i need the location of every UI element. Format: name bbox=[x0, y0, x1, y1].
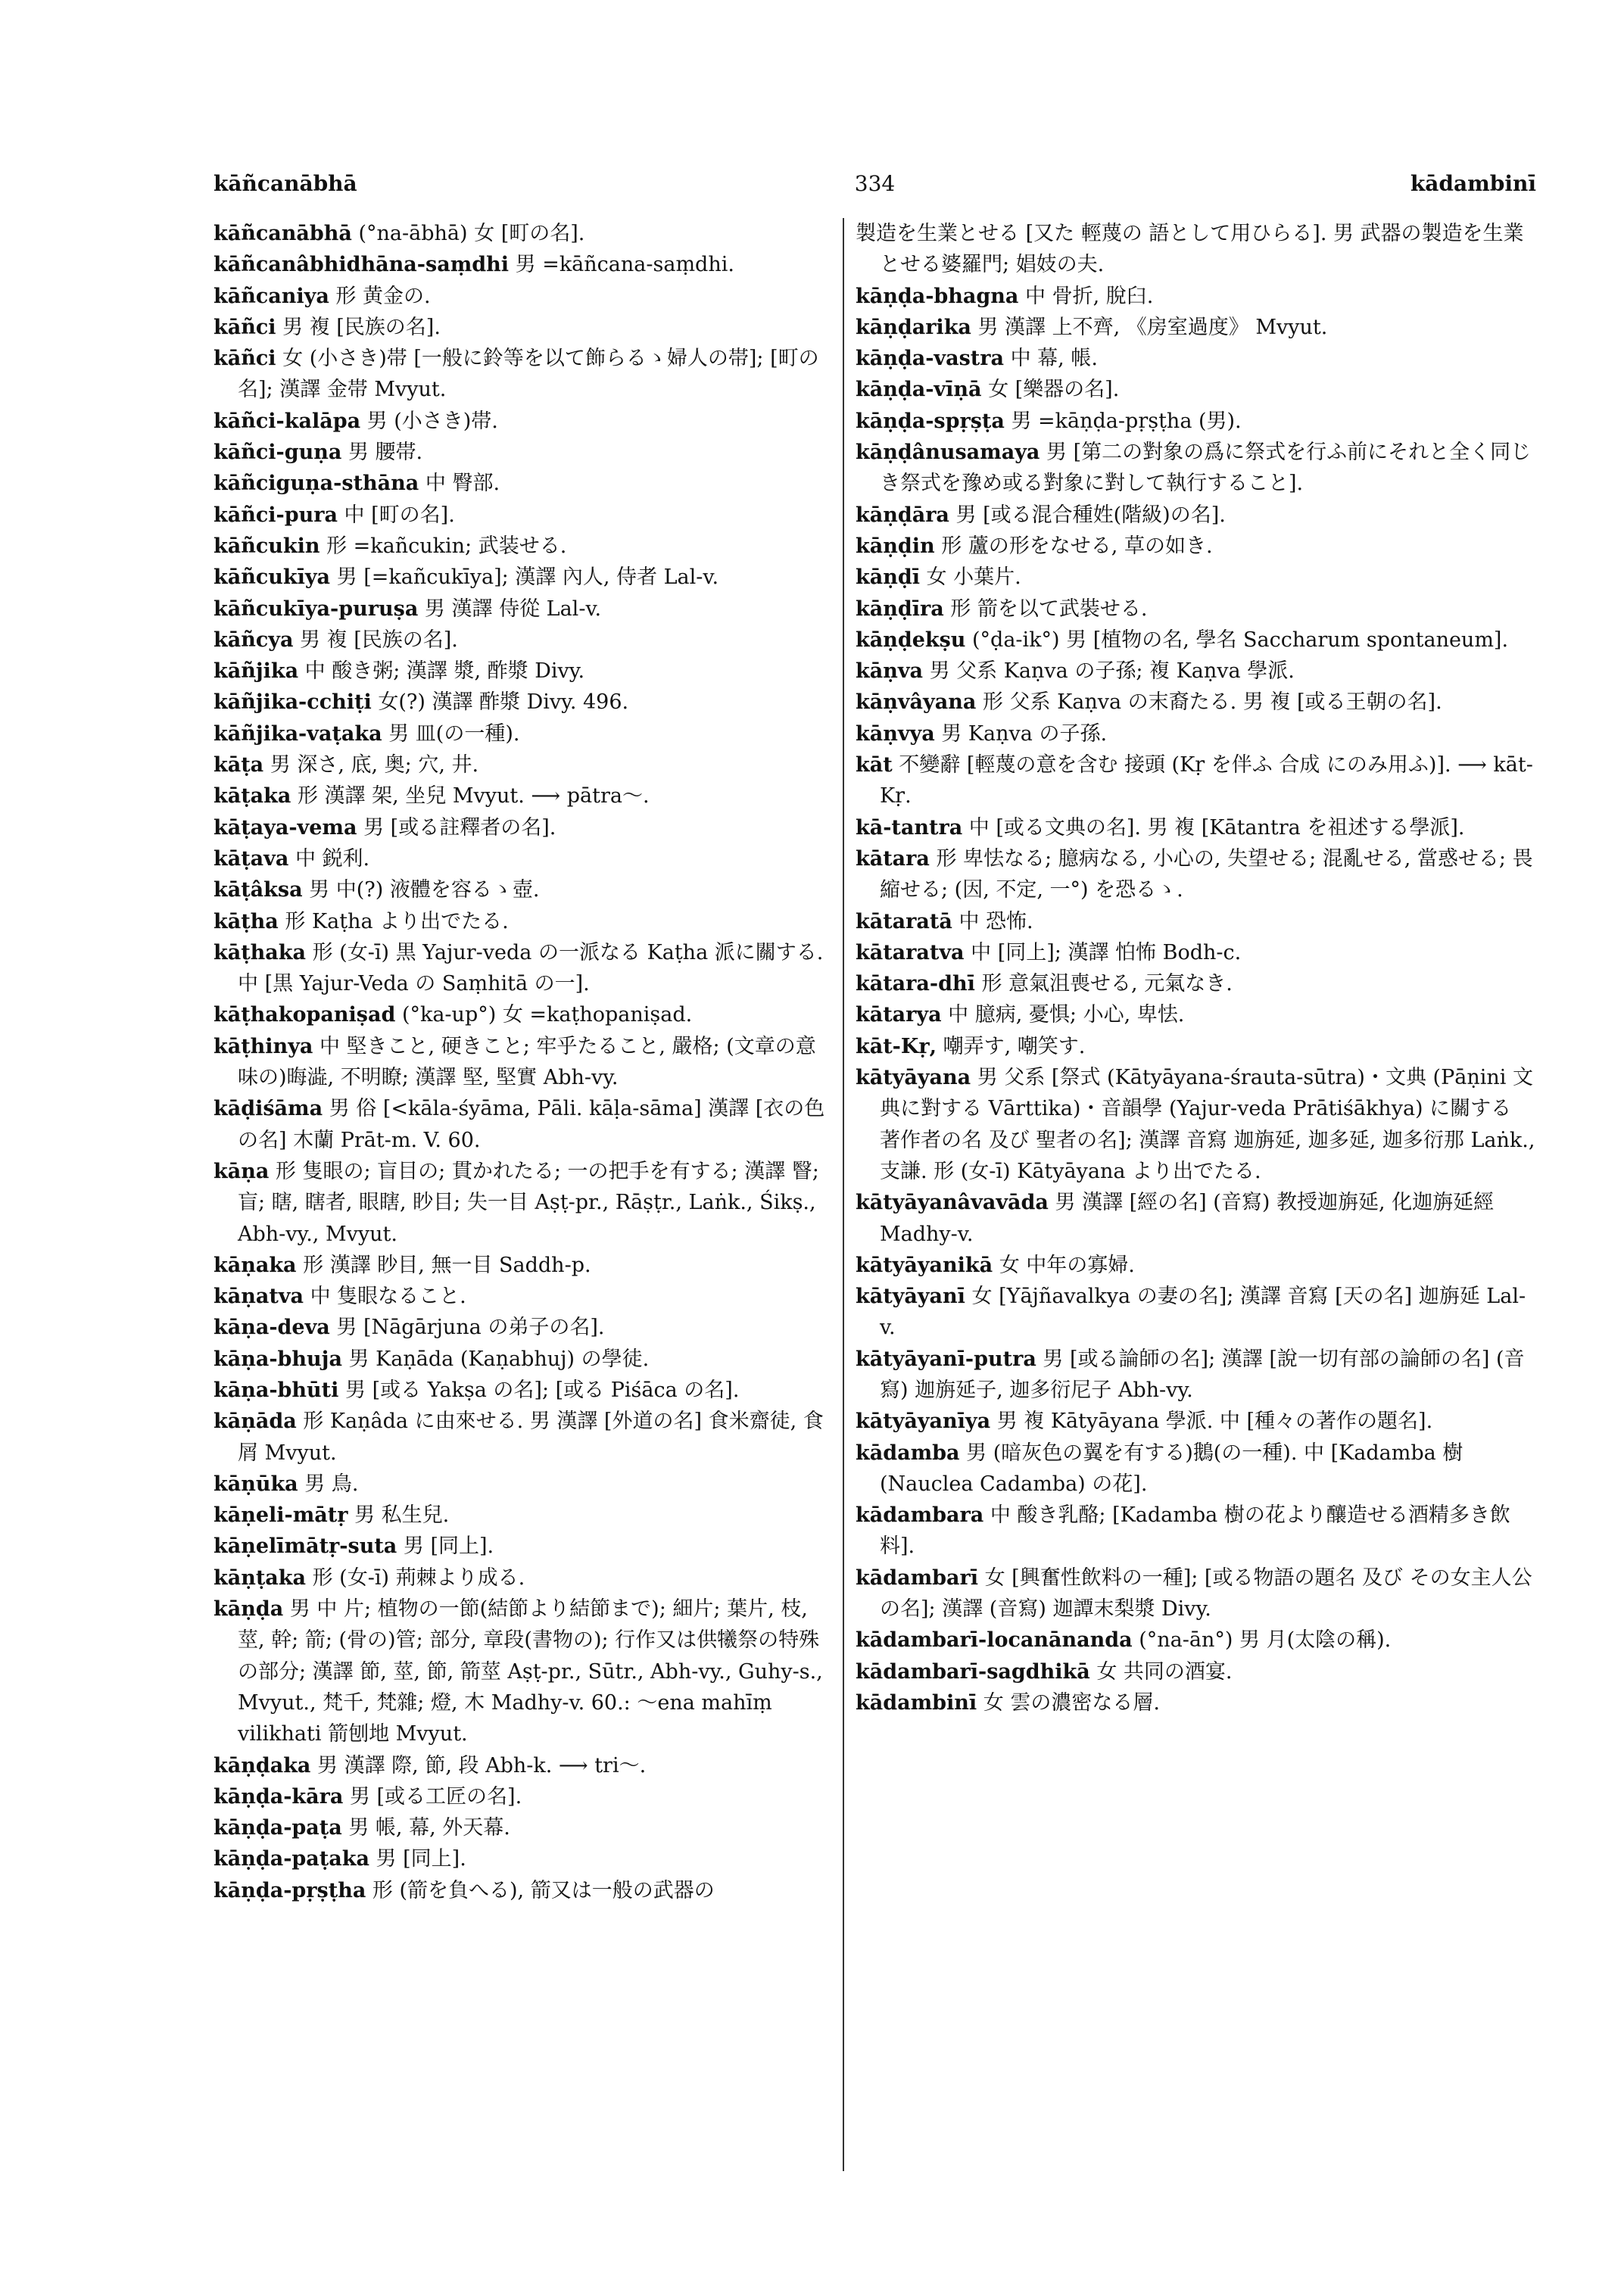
entry-definition: 男 腰帯. bbox=[341, 441, 423, 465]
entry-headword: kātyāyanikā bbox=[856, 1253, 993, 1277]
entry-headword: kāṭa bbox=[214, 753, 264, 777]
entry-definition: 男 (暗灰色の翼を有する)鵝(の一種). 中 [Kadamba 樹 (Nauclea Cadamba) の花]. bbox=[880, 1441, 1463, 1496]
entry-definition: 中 堅きこと, 硬きこと; 牢乎たること, 嚴格; (文章の意味の)晦澁, 不明瞭; 漢譯 堅, 堅實 Abh-vy. bbox=[238, 1034, 816, 1090]
entry-headword: kā-tantra bbox=[856, 815, 963, 840]
page-header bbox=[214, 171, 1536, 201]
column-divider bbox=[843, 218, 844, 2171]
dictionary-entry bbox=[214, 906, 834, 937]
dictionary-entry bbox=[214, 1281, 834, 1312]
entry-definition: 形 蘆の形をなせる, 草の如き. bbox=[934, 534, 1213, 558]
dictionary-entry bbox=[214, 843, 834, 874]
entry-definition: 女 [樂器の名]. bbox=[981, 378, 1120, 402]
entry-definition: 男 鳥. bbox=[298, 1472, 359, 1496]
entry-definition: 中 隻眼なること. bbox=[303, 1285, 466, 1309]
dictionary-entry bbox=[856, 281, 1537, 312]
dictionary-entry bbox=[856, 437, 1537, 500]
dictionary-entry bbox=[856, 843, 1537, 906]
dictionary-entry bbox=[214, 1594, 834, 1749]
entry-headword: kāñcukīya bbox=[214, 565, 331, 590]
dictionary-entry bbox=[214, 1312, 834, 1343]
entry-headword: kāṇḍāra bbox=[856, 503, 949, 527]
entry-definition: 形 箭を以て武裝せる. bbox=[943, 597, 1148, 621]
entry-definition: (°ḍa-ik°) 男 [植物の名, 學名 Saccharum spontaneum]. bbox=[965, 628, 1509, 652]
entry-headword: kāṭhakopaniṣad bbox=[214, 1003, 396, 1027]
dictionary-entry bbox=[214, 281, 834, 312]
entry-definition: 男 漢譯 [經の名] (音寫) 教授迦旃延, 化迦旃延經 Madhy-v. bbox=[880, 1191, 1495, 1246]
entry-headword: kāñci bbox=[214, 347, 276, 371]
entry-definition: 女 共同の酒宴. bbox=[1089, 1659, 1233, 1684]
entry-definition: 男 [或る註釋者の名]. bbox=[357, 815, 556, 840]
entry-headword: kāṇaka bbox=[214, 1253, 297, 1277]
dictionary-entry bbox=[214, 1500, 834, 1531]
entry-headword: kāṇḍa-paṭaka bbox=[214, 1847, 369, 1871]
entry-headword: kāñcaniya bbox=[214, 284, 329, 308]
entry-headword: kātarya bbox=[856, 1003, 942, 1027]
entry-definition: 中 臀部. bbox=[419, 472, 500, 496]
entry-definition: 形 意氣沮喪せる, 元氣なき. bbox=[974, 972, 1233, 996]
entry-definition: 男 中(?) 液體を容るゝ壺. bbox=[302, 878, 540, 902]
entry-headword: kādambara bbox=[856, 1503, 984, 1528]
entry-definition: 女 中年の寡婦. bbox=[993, 1253, 1135, 1277]
entry-headword: kāṇeli-mātṛ bbox=[214, 1503, 348, 1528]
dictionary-entry bbox=[214, 1843, 834, 1874]
entry-definition: 形 (女-ī) 黒 Yajur-veda の一派なる Kaṭha 派に關する. 中 [黒 Yajur-Veda の Saṃhitā の一]. bbox=[238, 940, 824, 996]
entry-definition: 男 [或る混合種姓(階級)の名]. bbox=[949, 503, 1226, 527]
entry-headword: kāñciguṇa-sthāna bbox=[214, 472, 419, 496]
entry-definition: 形 Kaṭha より出でたる. bbox=[278, 909, 509, 933]
entry-headword: kāṭava bbox=[214, 846, 289, 871]
dictionary-entry bbox=[856, 374, 1537, 405]
entry-headword: kāt-Kṛ, bbox=[856, 1034, 937, 1058]
entry-definition: 形 漢譯 架, 坐兒 Mvyut. ⟶ pātra〜. bbox=[291, 784, 650, 808]
entry-headword: kāṇḍa-kāra bbox=[214, 1784, 344, 1809]
entry-headword: kāṇḍarika bbox=[856, 315, 971, 339]
entry-headword: kātyāyanī bbox=[856, 1285, 965, 1309]
entry-headword: kāṭhaka bbox=[214, 940, 307, 964]
dictionary-entry bbox=[214, 1469, 834, 1500]
entry-headword: kāṇvya bbox=[856, 721, 935, 746]
right-column bbox=[856, 218, 1537, 1718]
entry-headword: kādambarī-sagdhikā bbox=[856, 1659, 1090, 1684]
dictionary-entry bbox=[856, 531, 1537, 562]
entry-definition: 男 俗 [<kāla-śyāma, Pāli. kāḷa-sāma] 漢譯 [衣の色の名] 木蘭 Prāt-m. V. 60. bbox=[238, 1097, 825, 1152]
entry-definition: 形 =kañcukin; 武装せる. bbox=[320, 534, 567, 558]
entry-definition: 不變辭 [輕蔑の意を含む 接頭 (Kṛ を伴ふ 合成 にのみ用ふ)]. ⟶ kāt-Kṛ. bbox=[880, 753, 1533, 808]
dictionary-entry bbox=[214, 1406, 834, 1469]
entry-definition: 女 (小さき)帯 [一般に鈴等を以て飾らるゝ婦人の帯]; [町の名]; 漢譯 金帯 Mvyut. bbox=[238, 347, 819, 402]
dictionary-entry bbox=[856, 906, 1537, 937]
entry-definition: 男 父系 Kaṇva の子孫; 複 Kaṇva 學派. bbox=[923, 659, 1295, 684]
dictionary-entry bbox=[214, 500, 834, 531]
entry-definition: 形 隻眼の; 盲目の; 貫かれたる; 一の把手を有する; 漢譯 瞖; 盲; 瞎, 瞎者, 眼瞎, 眇目; 失一目 Aṣṭ-pr., Rāṣṭr., Laṅk., Śikṣ., Abh-vy., Mvyut. bbox=[238, 1159, 819, 1246]
dictionary-entry bbox=[856, 1031, 1537, 1062]
entry-headword: kādambarī-locanānanda bbox=[856, 1628, 1133, 1653]
entry-headword: kāṇḍīra bbox=[856, 597, 944, 621]
entry-headword: kāṇḍa bbox=[214, 1597, 284, 1622]
entry-headword: kātaratva bbox=[856, 940, 965, 964]
entry-headword: kāṭhinya bbox=[214, 1034, 313, 1058]
entry-definition: 男 =kāṇḍa-pṛṣṭha (男). bbox=[1004, 409, 1242, 433]
entry-definition: 男 帳, 幕, 外天幕. bbox=[341, 1816, 510, 1840]
dictionary-entry bbox=[856, 718, 1537, 749]
dictionary-entry bbox=[856, 1656, 1537, 1687]
entry-headword: kāṇāda bbox=[214, 1410, 297, 1434]
entry-definition: 中 [或る文典の名]. 男 複 [Kātantra を祖述する學派]. bbox=[962, 815, 1465, 840]
entry-headword: kāṭha bbox=[214, 909, 279, 933]
entry-headword: kādamba bbox=[856, 1441, 960, 1465]
entry-definition: 製造を生業とせる [又た 輕蔑の 語として用ひらる]. 男 武器の製造を生業とせる婆羅門; 娼妓の夫. bbox=[856, 222, 1524, 277]
dictionary-entry bbox=[856, 1250, 1537, 1281]
dictionary-entry bbox=[856, 749, 1537, 812]
dictionary-entry bbox=[856, 1625, 1537, 1656]
entry-headword: kāṭaya-vema bbox=[214, 815, 357, 840]
entry-headword: kāṇa bbox=[214, 1159, 270, 1183]
entry-headword: kāṇḍin bbox=[856, 534, 935, 558]
entry-definition: 中 [町の名]. bbox=[337, 503, 455, 527]
entry-headword: kāṇva bbox=[856, 659, 924, 684]
entry-definition: 形 漢譯 眇目, 無一目 Saddh-p. bbox=[296, 1253, 591, 1277]
entry-definition: 形 卑怯なる; 臆病なる, 小心の, 失望せる; 混亂せる, 當惑せる; 畏縮せる; (因, 不定, 一°) を恐るゝ. bbox=[880, 846, 1533, 902]
entry-definition: (°na-ābhā) 女 [町の名]. bbox=[351, 222, 585, 245]
entry-definition: 男 漢譯 上不齊, 《房室過度》 Mvyut. bbox=[971, 315, 1328, 339]
entry-definition: 女(?) 漢譯 酢漿 Divy. 496. bbox=[371, 690, 629, 715]
entry-headword: kāñjika-vaṭaka bbox=[214, 721, 382, 746]
dictionary-entry bbox=[214, 343, 834, 406]
entry-headword: kāñcukin bbox=[214, 534, 320, 558]
dictionary-entry bbox=[856, 625, 1537, 656]
dictionary-entry bbox=[856, 1562, 1537, 1625]
entry-definition: 男 Kaṇāda (Kaṇabhuj) の學徒. bbox=[341, 1347, 650, 1371]
entry-headword: kāṇḍekṣu bbox=[856, 628, 966, 652]
entry-definition: 男 漢譯 侍從 Lal-v. bbox=[418, 597, 602, 621]
entry-definition: 形 Kaṇâda に由來せる. 男 漢譯 [外道の名] 食米齋徒, 食屑 Mvyut. bbox=[238, 1410, 824, 1465]
entry-headword: kātara bbox=[856, 846, 930, 871]
entry-headword: kāñcya bbox=[214, 628, 294, 652]
dictionary-entry bbox=[214, 406, 834, 437]
dictionary-entry bbox=[214, 1750, 834, 1781]
entry-headword: kāñci bbox=[214, 315, 276, 339]
dictionary-entry bbox=[214, 1812, 834, 1843]
entry-definition: 男 深さ, 底, 奥; 穴, 井. bbox=[263, 753, 479, 777]
dictionary-entry bbox=[214, 1875, 834, 1906]
dictionary-entry bbox=[214, 656, 834, 687]
dictionary-entry bbox=[214, 218, 834, 249]
dictionary-entry bbox=[214, 594, 834, 625]
entry-definition: 形 父系 Kaṇva の末裔たる. 男 複 [或る王朝の名]. bbox=[976, 690, 1442, 715]
entry-headword: kāṇvâyana bbox=[856, 690, 977, 715]
entry-definition: 中 鋭利. bbox=[288, 846, 370, 871]
entry-headword: kāṇa-deva bbox=[214, 1316, 330, 1340]
entry-definition: 男 =kāñcana-saṃdhi. bbox=[509, 253, 734, 277]
entry-headword: kātyāyanī-putra bbox=[856, 1347, 1036, 1371]
entry-headword: kātaratā bbox=[856, 909, 952, 933]
dictionary-entry bbox=[214, 1156, 834, 1250]
dictionary-entry bbox=[214, 718, 834, 749]
entry-definition: 男 複 Kātyāyana 學派. 中 [種々の著作の題名]. bbox=[990, 1410, 1433, 1434]
dictionary-entry bbox=[214, 562, 834, 593]
dictionary-entry bbox=[856, 562, 1537, 593]
dictionary-entry bbox=[856, 656, 1537, 687]
entry-definition: 男 [同上]. bbox=[397, 1534, 494, 1559]
entry-definition: 男 (小さき)帯. bbox=[360, 409, 498, 433]
entry-definition: 中 酸き乳酪; [Kadamba 樹の花より釀造せる酒精多き飲料]. bbox=[880, 1503, 1510, 1559]
entry-definition: (°na-ān°) 男 月(太陰の稱). bbox=[1132, 1628, 1392, 1653]
entry-definition: 女 [興奮性飲料の一種]; [或る物語の題名 及び その女主人公の名]; 漢譯 (音寫) 迦譚末梨漿 Divy. bbox=[880, 1566, 1532, 1622]
entry-definition: 中 幕, 帳. bbox=[1004, 347, 1098, 371]
entry-headword: kāṇḍa-spṛṣṭa bbox=[856, 409, 1005, 433]
entry-definition: 男 Kaṇva の子孫. bbox=[934, 721, 1108, 746]
entry-definition: 男 [或る Yakṣa の名]; [或る Piśāca の名]. bbox=[338, 1378, 740, 1402]
entry-definition: 男 [=kañcukīya]; 漢譯 內人, 侍者 Lal-v. bbox=[330, 565, 719, 590]
entry-headword: kātara-dhī bbox=[856, 972, 975, 996]
dictionary-entry bbox=[214, 1031, 834, 1094]
dictionary-entry bbox=[214, 1344, 834, 1375]
entry-headword: kādambarī bbox=[856, 1566, 978, 1590]
entry-headword: kāṇatva bbox=[214, 1285, 304, 1309]
dictionary-entry bbox=[214, 437, 834, 468]
dictionary-entry bbox=[214, 812, 834, 843]
entry-headword: kāṇūka bbox=[214, 1472, 298, 1496]
entry-headword: kātyāyana bbox=[856, 1066, 971, 1090]
dictionary-entry bbox=[214, 531, 834, 562]
entry-headword: kāṇa-bhuja bbox=[214, 1347, 342, 1371]
left-column bbox=[214, 218, 834, 1906]
dictionary-entry bbox=[856, 1062, 1537, 1187]
entry-headword: kāṇḍânusamaya bbox=[856, 441, 1040, 465]
entry-definition: 形 (箭を負へる), 箭又は一般の武器の bbox=[366, 1878, 715, 1902]
entry-headword: kāñcanābhā bbox=[214, 222, 352, 245]
dictionary-entry bbox=[214, 749, 834, 780]
header-right-guide-word: kādambinī bbox=[1410, 171, 1536, 196]
entry-headword: kāṇṭaka bbox=[214, 1566, 307, 1590]
entry-definition: 男 私生兒. bbox=[348, 1503, 450, 1528]
entry-headword: kāṇḍa-vīṇā bbox=[856, 378, 982, 402]
entry-headword: kātyāyanâvavāda bbox=[856, 1191, 1049, 1215]
entry-definition: 中 臆病, 憂惧; 小心, 卑怯. bbox=[941, 1003, 1185, 1027]
entry-definition: 男 [第二の對象の爲に祭式を行ふ前にそれと全く同じき祭式を豫め或る對象に對して執行すること]. bbox=[880, 441, 1532, 496]
entry-headword: kāṇelīmātṛ-suta bbox=[214, 1534, 397, 1559]
entry-definition: 女 小葉片. bbox=[919, 565, 1021, 590]
dictionary-entry bbox=[856, 1500, 1537, 1562]
entry-headword: kāṇa-bhūti bbox=[214, 1378, 339, 1402]
entry-definition: 形 黄金の. bbox=[329, 284, 431, 308]
dictionary-entry bbox=[856, 312, 1537, 343]
dictionary-entry bbox=[856, 1406, 1537, 1437]
entry-definition: 男 漢譯 際, 節, 段 Abh-k. ⟶ tri〜. bbox=[310, 1753, 647, 1777]
entry-headword: kāñci-guṇa bbox=[214, 441, 342, 465]
dictionary-entry bbox=[214, 1093, 834, 1156]
dictionary-entry bbox=[856, 812, 1537, 843]
dictionary-entry bbox=[856, 1344, 1537, 1407]
entry-headword: kāṇḍa-bhagna bbox=[856, 284, 1019, 308]
header-left-guide-word: kāñcanābhā bbox=[214, 171, 357, 196]
entry-headword: kāḍiśāma bbox=[214, 1097, 323, 1121]
entry-definition: 中 [同上]; 漢譯 怕怖 Bodh-c. bbox=[964, 940, 1242, 964]
dictionary-entry bbox=[856, 937, 1537, 968]
dictionary-entry bbox=[856, 343, 1537, 374]
dictionary-entry bbox=[856, 1438, 1537, 1500]
dictionary-entry bbox=[214, 874, 834, 905]
dictionary-entry bbox=[214, 625, 834, 656]
entry-definition: 中 恐怖. bbox=[952, 909, 1033, 933]
entry-headword: kāṇḍa-vastra bbox=[856, 347, 1004, 371]
dictionary-entry bbox=[856, 500, 1537, 531]
entry-headword: kāṭaka bbox=[214, 784, 291, 808]
dictionary-entry bbox=[214, 249, 834, 280]
entry-definition: 中 骨折, 脫臼. bbox=[1018, 284, 1154, 308]
entry-headword: kāñcanâbhidhāna-saṃdhi bbox=[214, 253, 510, 277]
entry-headword: kāñci-kalāpa bbox=[214, 409, 361, 433]
entry-definition: 男 複 [民族の名]. bbox=[276, 315, 441, 339]
dictionary-entry bbox=[214, 999, 834, 1030]
dictionary-entry bbox=[214, 780, 834, 812]
dictionary-entry bbox=[856, 406, 1537, 437]
entry-definition: 女 雲の濃密なる層. bbox=[977, 1690, 1160, 1715]
entry-definition: 男 [或る論師の名]; 漢譯 [說一切有部の論師の名] (音寫) 迦旃延子, 迦多衍尼子 Abh-vy. bbox=[880, 1347, 1525, 1402]
dictionary-entry bbox=[856, 1281, 1537, 1344]
dictionary-entry bbox=[214, 468, 834, 499]
dictionary-entry bbox=[214, 687, 834, 718]
dictionary-entry bbox=[214, 1781, 834, 1812]
entry-headword: kāṇḍa-paṭa bbox=[214, 1816, 342, 1840]
entry-definition: 嘲弄す, 嘲笑す. bbox=[936, 1034, 1086, 1058]
entry-definition: 男 [Nāgārjuna の弟子の名]. bbox=[329, 1316, 605, 1340]
dictionary-entry bbox=[214, 1375, 834, 1406]
dictionary-entry bbox=[214, 937, 834, 1000]
entry-definition: 男 父系 [祭式 (Kātyāyana-śrauta-sūtra)・文典 (Pāṇini 文典に對する Vārttika)・音韻學 (Yajur-veda Prātiśākhya) に關する 著作者の名 及び 聖者の名]; 漢譯 音寫 迦旃延, 迦多延, 迦多衍那 Laṅk., 支謙. 形 (女-ī) Kātyāyana より出でたる. bbox=[880, 1066, 1535, 1183]
entry-definition: 女 [Yājñavalkya の妻の名]; 漢譯 音寫 [天の名] 迦旃延 Lal-v. bbox=[880, 1285, 1526, 1340]
entry-headword: kāṇḍī bbox=[856, 565, 920, 590]
entry-definition: 男 複 [民族の名]. bbox=[293, 628, 458, 652]
entry-headword: kātyāyanīya bbox=[856, 1410, 991, 1434]
entry-headword: kāñjika-cchiṭi bbox=[214, 690, 372, 715]
entry-headword: kāñcukīya-puruṣa bbox=[214, 597, 419, 621]
entry-definition: 男 [同上]. bbox=[369, 1847, 466, 1871]
dictionary-entry bbox=[856, 594, 1537, 625]
entry-definition: 形 (女-ī) 荊棘より成る. bbox=[306, 1566, 525, 1590]
dictionary-entry bbox=[856, 1687, 1537, 1718]
dictionary-entry bbox=[856, 999, 1537, 1030]
dictionary-entry bbox=[214, 1562, 834, 1594]
dictionary-entry bbox=[856, 218, 1537, 281]
dictionary-entry bbox=[214, 1250, 834, 1281]
dictionary-entry bbox=[214, 312, 834, 343]
entry-headword: kāṇḍa-pṛṣṭha bbox=[214, 1878, 366, 1902]
entry-definition: 男 皿(の一種). bbox=[382, 721, 520, 746]
dictionary-entry bbox=[856, 687, 1537, 718]
entry-headword: kāñci-pura bbox=[214, 503, 338, 527]
entry-definition: (°ka-up°) 女 =kaṭhopaniṣad. bbox=[395, 1003, 693, 1027]
entry-headword: kāṇḍaka bbox=[214, 1753, 311, 1777]
entry-headword: kādambinī bbox=[856, 1690, 977, 1715]
page-number: 334 bbox=[854, 171, 896, 196]
entry-definition: 男 中 片; 植物の一節(結節より結節まで); 細片; 葉片, 枝, 莖, 幹; 箭; (骨の)管; 部分, 章段(書物の); 行作又は供犧祭の特殊の部分; 漢譯 節, 莖, 節, 箭莖 Aṣṭ-pr., Sūtr., Abh-vy., Guhy-s., Mvyut., 梵千, 梵雜; 燈, 木 Madhy-v. 60.: 〜ena mahīṃ vilikhati 箭刨地 Mvyut. bbox=[238, 1597, 823, 1746]
entry-definition: 男 [或る工匠の名]. bbox=[343, 1784, 522, 1809]
dictionary-entry bbox=[856, 1187, 1537, 1250]
dictionary-entry bbox=[856, 968, 1537, 999]
entry-definition: 中 酸き粥; 漢譯 漿, 酢漿 Divy. bbox=[298, 659, 585, 684]
entry-headword: kāñjika bbox=[214, 659, 299, 684]
dictionary-entry bbox=[214, 1531, 834, 1562]
entry-headword: kāṭâksa bbox=[214, 878, 303, 902]
entry-headword: kāt bbox=[856, 753, 893, 777]
